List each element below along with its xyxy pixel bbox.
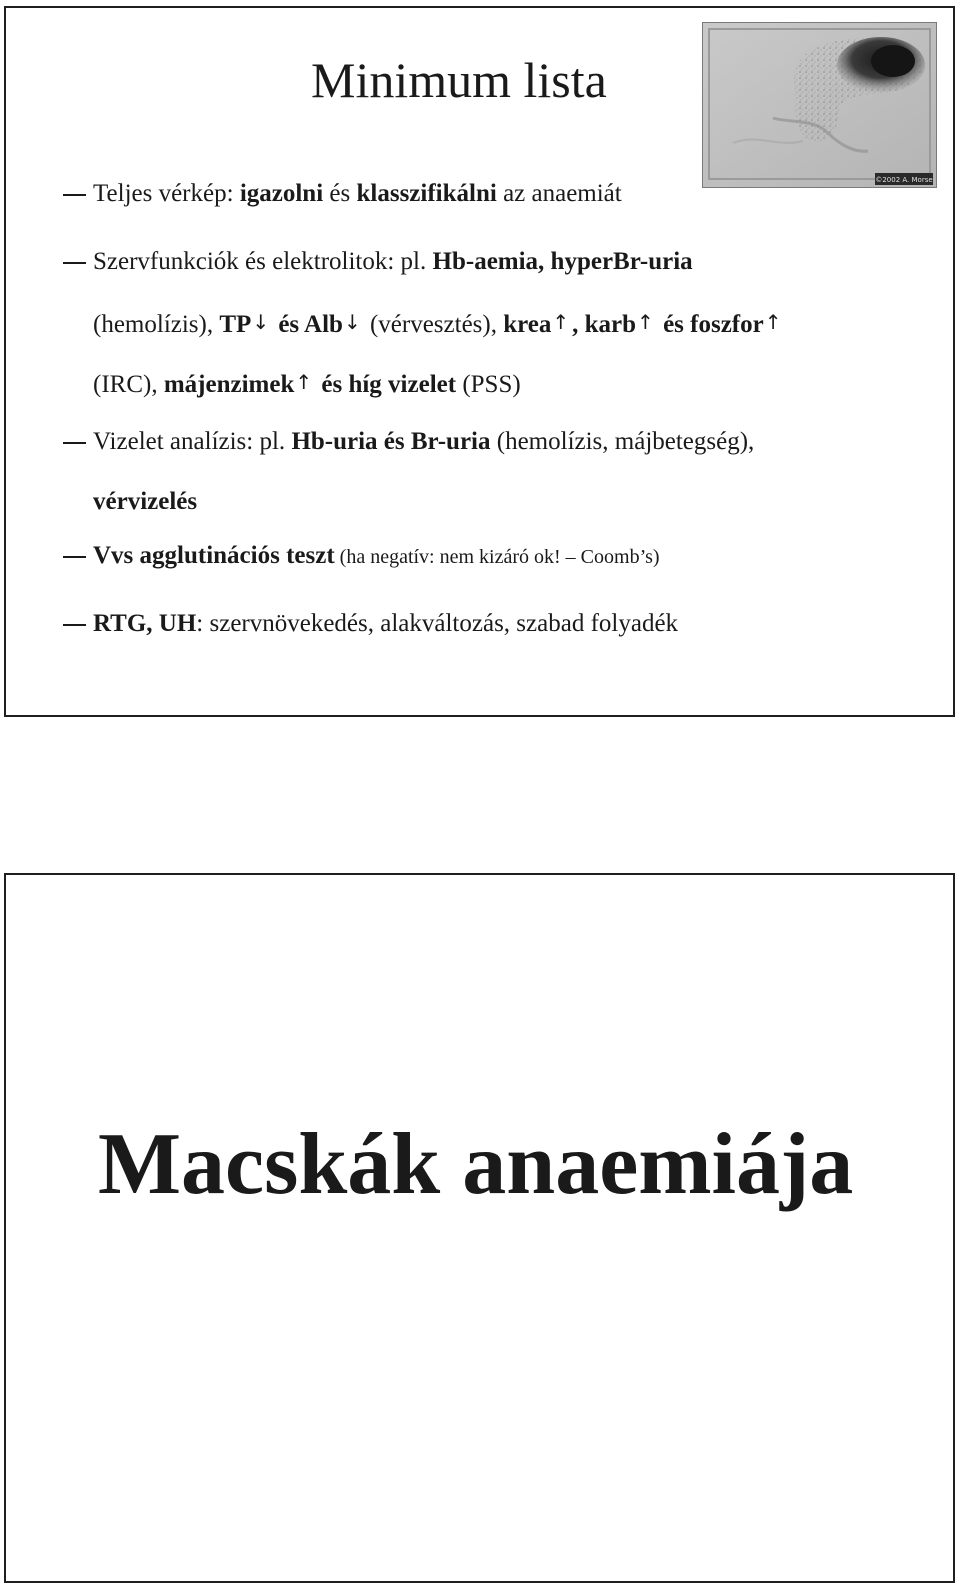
bullet-line xyxy=(93,246,693,278)
text: az anaemiát xyxy=(496,180,622,207)
text: (ha negatív: nem kizáró ok! – Coomb’s) xyxy=(334,546,660,568)
bullet-line xyxy=(93,306,784,341)
bullet-line xyxy=(93,426,754,458)
text: Szervfunkciók és elektrolitok: pl. xyxy=(93,248,433,275)
bullet-dash xyxy=(63,442,86,444)
text: (PSS) xyxy=(456,371,521,398)
arrow-down-icon: ↓ xyxy=(343,310,361,334)
text: (hemolízis), xyxy=(93,311,220,338)
bullet-line xyxy=(93,486,197,518)
bold-text: vérvizelés xyxy=(93,488,198,515)
bold-text: klasszifikálni xyxy=(356,180,497,207)
arrow-up-icon: ↑ xyxy=(295,370,313,394)
blood-smear-photo xyxy=(702,22,937,188)
bold-text: TP xyxy=(219,311,252,338)
text: (hemolízis, májbetegség), xyxy=(490,428,755,455)
bold-text: és foszfor xyxy=(656,311,764,338)
bold-text: igazolni xyxy=(239,180,324,207)
bold-text: Hb-aemia, hyperBr-uria xyxy=(432,248,693,275)
text: Vizelet analízis: pl. xyxy=(93,428,292,455)
text: Teljes vérkép: xyxy=(93,180,240,207)
slide-title: Minimum lista xyxy=(311,52,607,108)
bullet-line xyxy=(93,540,660,573)
bold-text: , karb xyxy=(572,311,637,338)
slide-macskak-anaemiaja xyxy=(4,873,955,1583)
slide-minimum-lista xyxy=(4,6,955,717)
bold-text: RTG, UH xyxy=(93,610,197,637)
bold-text: Hb-uria és Br-uria xyxy=(291,428,491,455)
bold-text: és Alb xyxy=(272,311,343,338)
bullet-line xyxy=(93,366,521,401)
bold-text: krea xyxy=(503,311,552,338)
arrow-up-icon: ↑ xyxy=(764,310,782,334)
arrow-up-icon: ↑ xyxy=(637,310,654,334)
bullet-line xyxy=(93,608,678,640)
text: (IRC), xyxy=(93,371,164,398)
bullet-dash xyxy=(63,556,86,558)
bullet-dash xyxy=(63,624,86,626)
arrow-down-icon: ↓ xyxy=(252,310,270,334)
bullet-line xyxy=(93,178,622,210)
bold-text: és híg vizelet xyxy=(315,371,457,398)
text: és xyxy=(323,180,357,207)
bold-text: májenzimek xyxy=(163,371,295,398)
text: : szervnövekedés, alakváltozás, szabad folyadék xyxy=(196,610,679,637)
photo-watermark: ©2002 A. Morse xyxy=(875,176,933,184)
bold-text: Vvs agglutinációs teszt xyxy=(93,542,335,569)
arrow-up-icon: ↑ xyxy=(552,310,570,334)
text: (vérvesztés), xyxy=(363,311,504,338)
slide-title: Macskák anaemiája xyxy=(98,1116,854,1213)
bullet-dash xyxy=(63,262,86,264)
bullet-dash xyxy=(63,194,86,196)
